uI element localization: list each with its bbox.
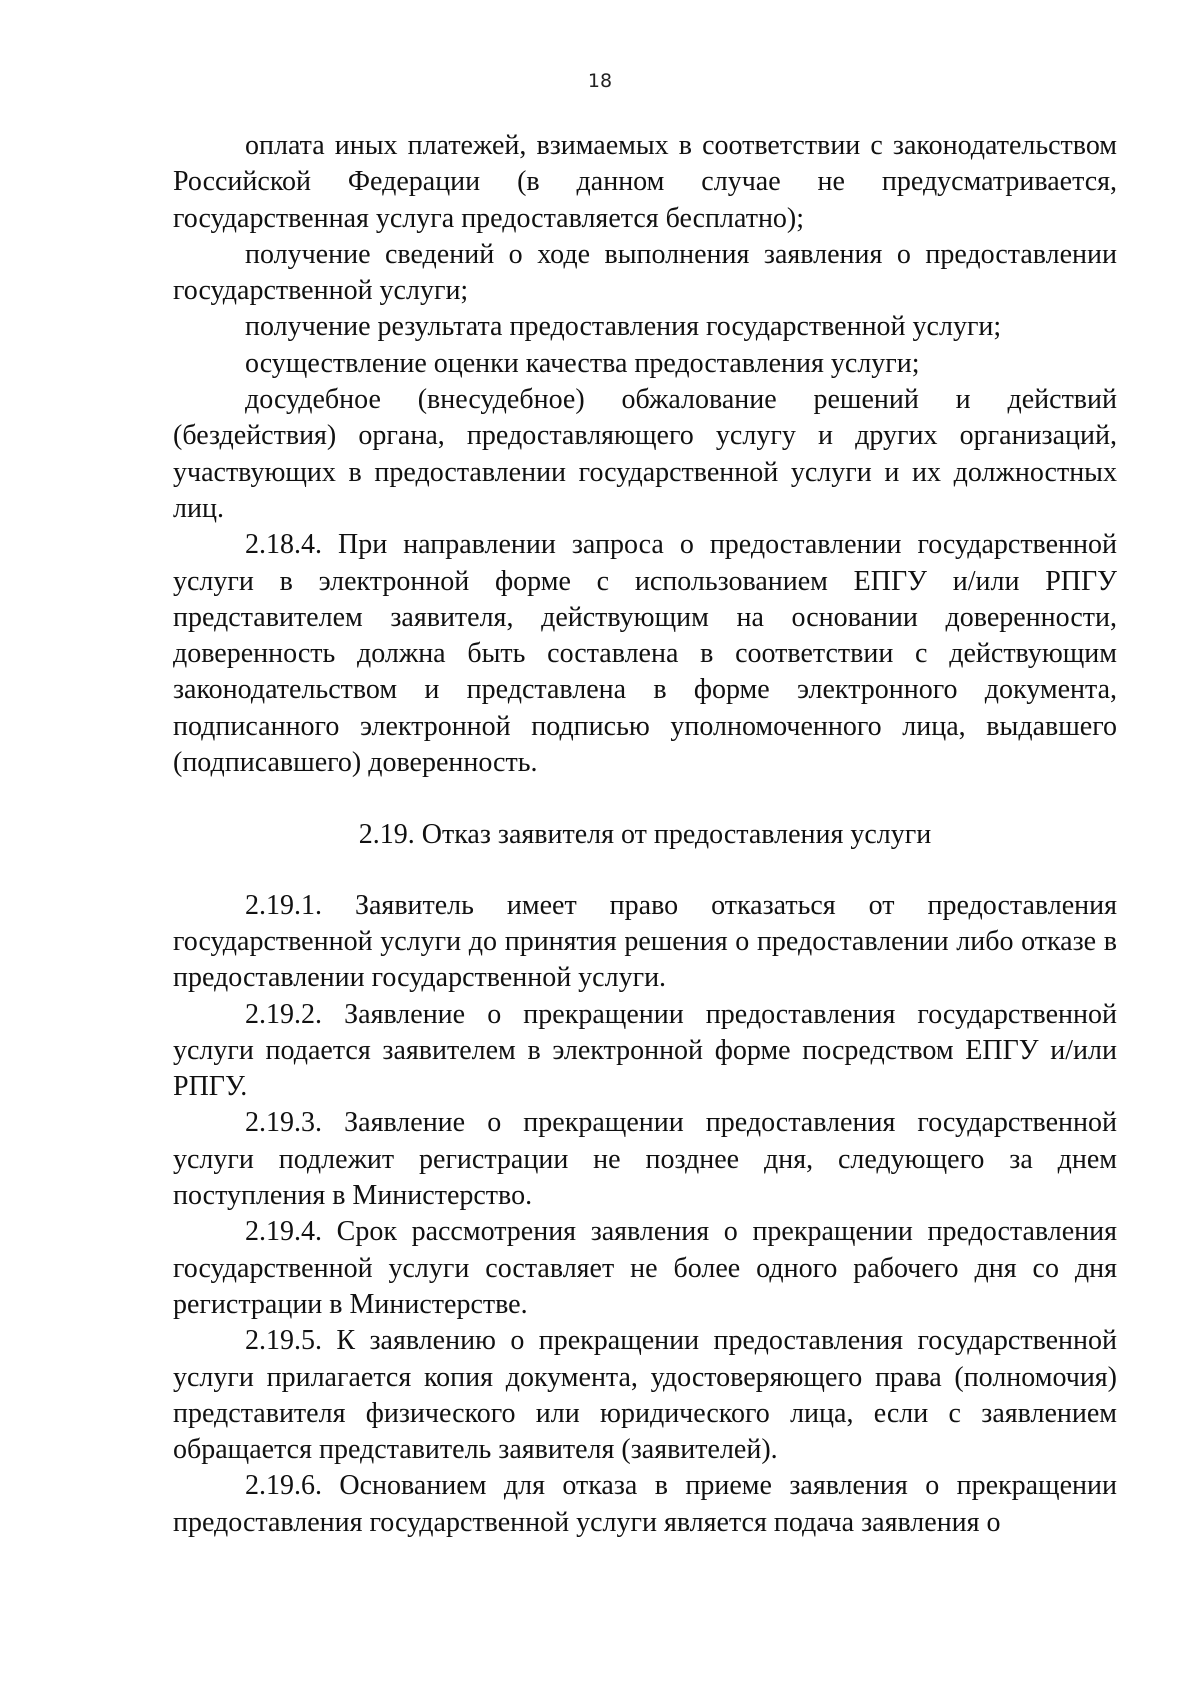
paragraph-2-19-6: 2.19.6. Основанием для отказа в приеме заявления о прекращении предоставления государственной услуги является подача заявления о	[173, 1470, 1117, 1538]
section-heading-2-19: 2.19. Отказ заявителя от предоставления услуги	[358, 819, 932, 851]
paragraph-2-19-4: 2.19.4. Срок рассмотрения заявления о прекращении предоставления государственной услуги составляет не более одного рабочего дня со дня регистрации в Министерстве.	[173, 1216, 1117, 1320]
paragraph-other-payments: оплата иных платежей, взимаемых в соответствии с законодательством Российской Федерации (в данном случае не предусматривается, государственная услуга предоставляется бесплатно);	[173, 130, 1117, 234]
document-body	[173, 128, 1117, 1541]
paragraph-2-19-1: 2.19.1. Заявитель имеет право отказаться от предоставления государственной услуги до принятия решения о предоставлении либо отказе в предоставлении государственной услуги.	[173, 889, 1117, 994]
paragraph-progress-info: получение сведений о ходе выполнения заявления о предоставлении государственной услуги;	[173, 238, 1117, 307]
paragraph-2-19-5: 2.19.5. К заявлению о прекращении предоставления государственной услуги прилагается копия документа, удостоверяющего права (полномочия) представителя физического или юридического лица, если с заявлением обращается представитель заявителя (заявителей).	[173, 1325, 1117, 1466]
paragraph-receive-result: получение результата предоставления государственной услуги;	[245, 311, 1002, 343]
paragraph-pretrial-appeal: досудебное (внесудебное) обжалование решений и действий (бездействия) органа, предоставляющего услугу и других организаций, участвующих в предоставлении государственной услуги и их должностных лиц.	[173, 384, 1117, 524]
paragraph-2-18-4: 2.18.4. При направлении запроса о предоставлении государственной услуги в электронной форме с использованием ЕПГУ и/или РПГУ представителем заявителя, действующим на основании доверенности, доверенность должна быть составлена в соответствии с действующим законодательством и представлена в форме электронного документа, подписанного электронной подписью уполномоченного лица, выдавшего (подписавшего) доверенность.	[173, 529, 1117, 779]
paragraph-2-19-2: 2.19.2. Заявление о прекращении предоставления государственной услуги подается заявителем в электронной форме посредством ЕПГУ и/или РПГУ.	[173, 998, 1117, 1103]
paragraph-2-19-3: 2.19.3. Заявление о прекращении предоставления государственной услуги подлежит регистрации не позднее дня, следующего за днем поступления в Министерство.	[173, 1107, 1117, 1212]
page-number: 18	[587, 70, 613, 92]
paragraph-quality-assessment: осуществление оценки качества предоставления услуги;	[245, 347, 920, 379]
